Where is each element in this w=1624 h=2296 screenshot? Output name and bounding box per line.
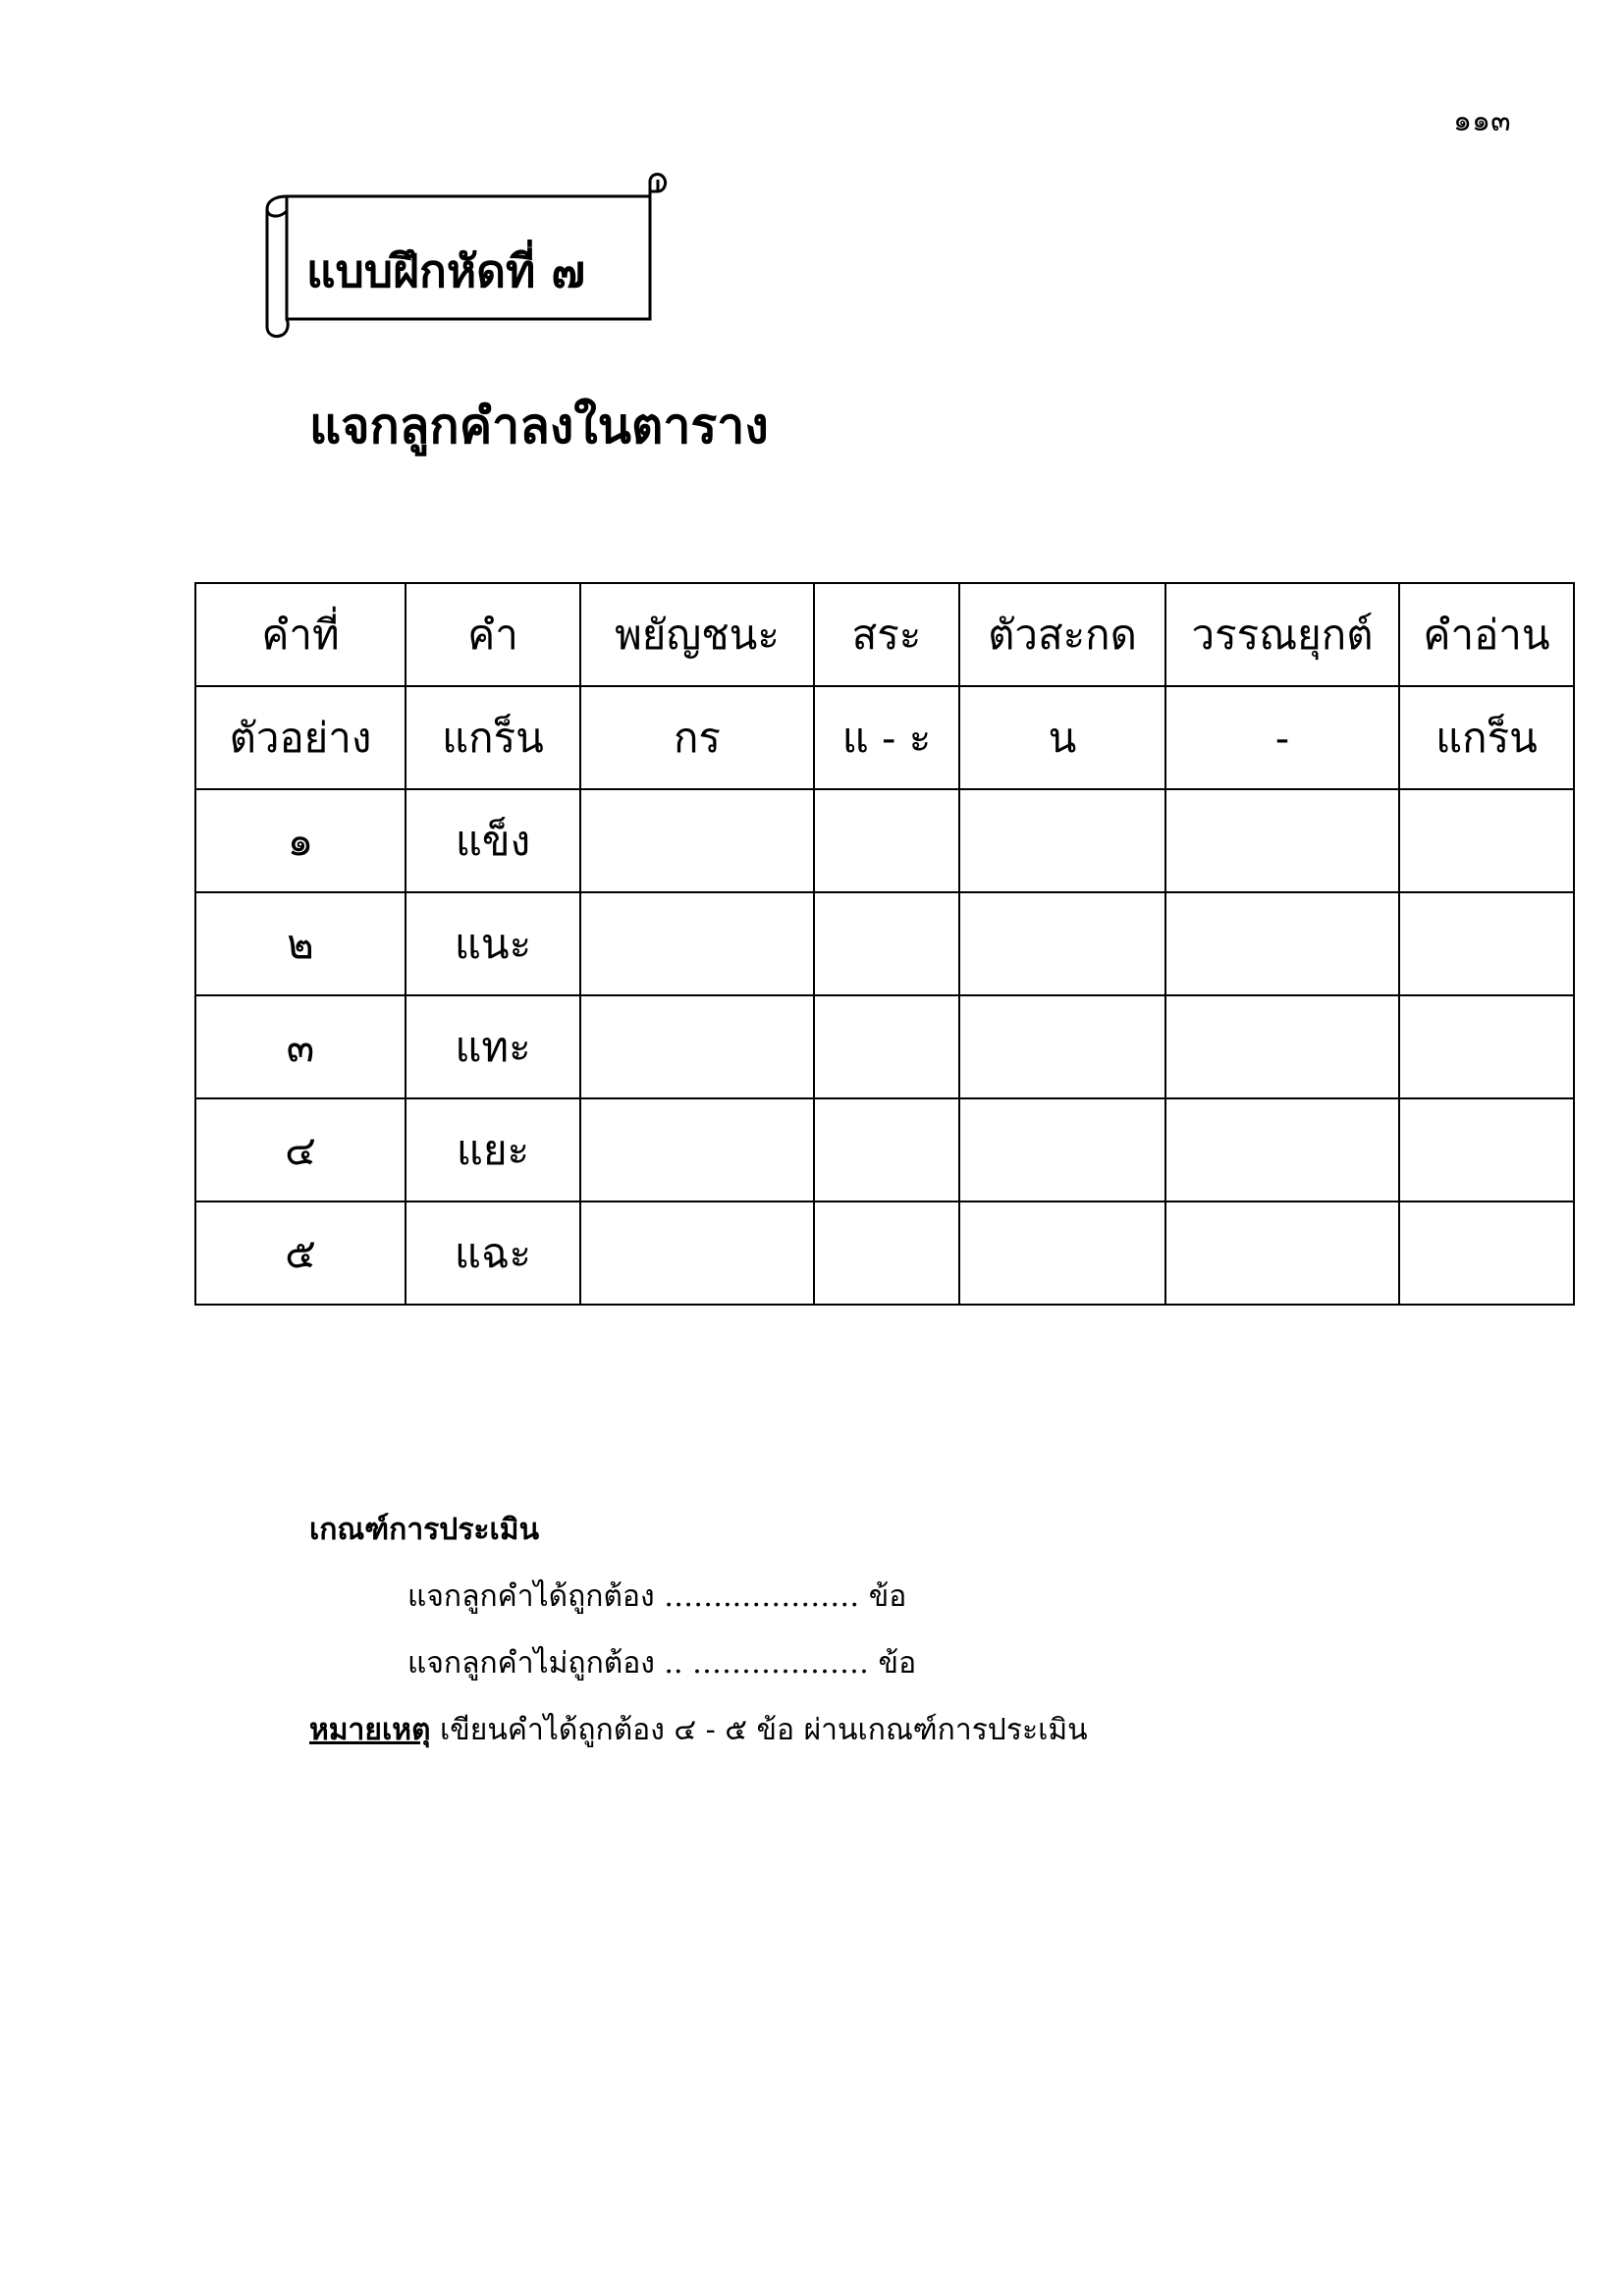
answer-cell[interactable] [814, 789, 959, 892]
table-cell: ๒ [195, 892, 406, 995]
table-cell: ๕ [195, 1201, 406, 1305]
table-cell: แ - ะ [814, 686, 959, 789]
answer-cell[interactable] [580, 789, 814, 892]
answer-cell[interactable] [959, 892, 1165, 995]
answer-cell[interactable] [580, 892, 814, 995]
table-row [195, 995, 1574, 1098]
evaluation-criteria [309, 1497, 1088, 1764]
answer-cell[interactable] [580, 1098, 814, 1201]
answer-cell[interactable] [1399, 1098, 1574, 1201]
answer-cell[interactable] [814, 892, 959, 995]
column-header: พยัญชนะ [580, 583, 814, 686]
answer-cell[interactable] [1399, 789, 1574, 892]
answer-cell[interactable] [1165, 1201, 1399, 1305]
answer-cell[interactable] [1399, 1201, 1574, 1305]
column-header: คำที่ [195, 583, 406, 686]
answer-cell[interactable] [814, 1201, 959, 1305]
table-cell: แยะ [406, 1098, 580, 1201]
table-cell: ๓ [195, 995, 406, 1098]
table-cell: กร [580, 686, 814, 789]
page-number: ๑๑๓ [1453, 104, 1511, 138]
criteria-title: เกณฑ์การประเมิน [309, 1513, 540, 1547]
answer-cell[interactable] [959, 1098, 1165, 1201]
table-row [195, 1201, 1574, 1305]
table-cell: ๔ [195, 1098, 406, 1201]
title-banner [257, 172, 670, 339]
table-row [195, 1098, 1574, 1201]
table-cell: ๑ [195, 789, 406, 892]
answer-cell[interactable] [1399, 892, 1574, 995]
note-line [309, 1697, 1088, 1764]
instruction-heading: แจกลูกคำลงในตาราง [309, 397, 769, 454]
answer-cell[interactable] [580, 1201, 814, 1305]
table-cell: - [1165, 686, 1399, 789]
table-row [195, 789, 1574, 892]
column-header: สระ [814, 583, 959, 686]
table-cell: แกร็น [406, 686, 580, 789]
answer-cell[interactable] [814, 995, 959, 1098]
answer-cell[interactable] [1165, 892, 1399, 995]
worksheet-table [194, 582, 1575, 1306]
criteria-incorrect-line: แจกลูกคำไม่ถูกต้อง .. ……………… ข้อ [407, 1646, 917, 1681]
table-row [195, 892, 1574, 995]
column-header: คำอ่าน [1399, 583, 1574, 686]
table-cell: น [959, 686, 1165, 789]
table-cell: แนะ [406, 892, 580, 995]
answer-cell[interactable] [959, 995, 1165, 1098]
column-header: ตัวสะกด [959, 583, 1165, 686]
answer-cell[interactable] [959, 789, 1165, 892]
note-label: หมายเหตุ [309, 1713, 431, 1747]
note-text: เขียนคำได้ถูกต้อง ๔ - ๕ ข้อ ผ่านเกณฑ์การประเมิน [430, 1713, 1088, 1747]
answer-cell[interactable] [1165, 789, 1399, 892]
table-header-row [195, 583, 1574, 686]
column-header: วรรณยุกต์ [1165, 583, 1399, 686]
table-cell: ตัวอย่าง [195, 686, 406, 789]
table-cell: แทะ [406, 995, 580, 1098]
table-row-example [195, 686, 1574, 789]
answer-cell[interactable] [959, 1201, 1165, 1305]
answer-cell[interactable] [580, 995, 814, 1098]
table-cell: แฉะ [406, 1201, 580, 1305]
table-cell: แข็ง [406, 789, 580, 892]
answer-cell[interactable] [1165, 1098, 1399, 1201]
answer-cell[interactable] [1165, 995, 1399, 1098]
answer-cell[interactable] [1399, 995, 1574, 1098]
answer-cell[interactable] [814, 1098, 959, 1201]
exercise-title: แบบฝึกหัดที่ ๗ [306, 244, 585, 297]
table-cell: แกร็น [1399, 686, 1574, 789]
criteria-correct-line: แจกลูกคำได้ถูกต้อง ……..………… ข้อ [407, 1579, 907, 1614]
column-header: คำ [406, 583, 580, 686]
